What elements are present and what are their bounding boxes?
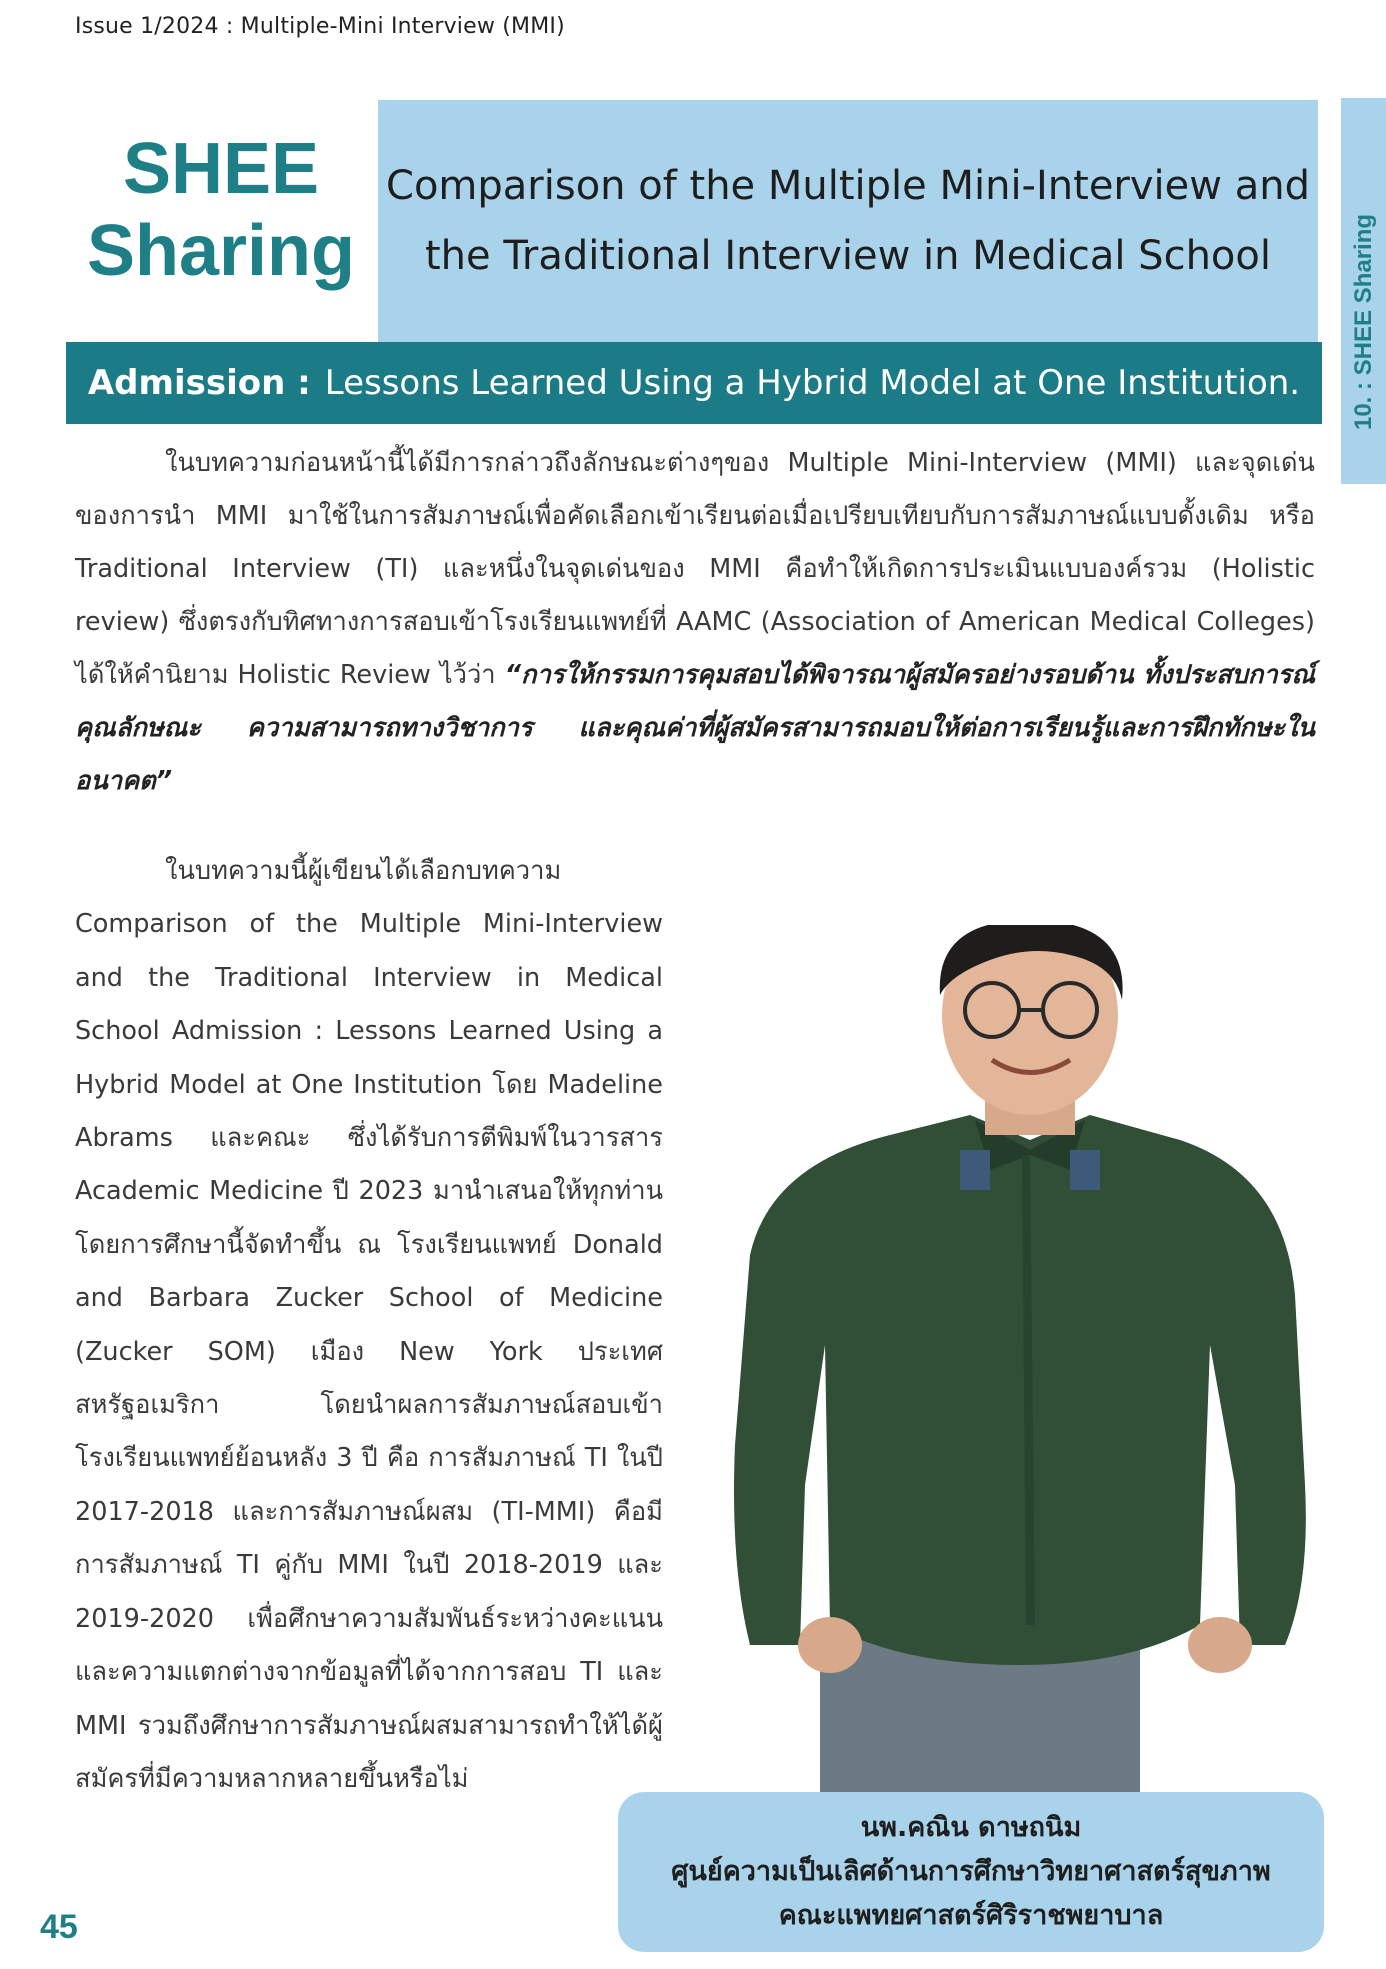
logo-line-sharing: Sharing [86, 211, 356, 291]
author-photo [730, 925, 1315, 1795]
author-caption [618, 1792, 1324, 1952]
subtitle-lead: Admission : [87, 363, 311, 403]
author-affiliation-faculty: คณะแพทยศาสตร์ศิริราชพยาบาล [778, 1900, 1164, 1931]
side-tab-label: 10. : SHEE Sharing [1349, 213, 1377, 430]
article-summary-paragraph: ในบทความนี้ผู้เขียนได้เลือกบทความ Comparison of the Multiple Mini-Interview and the Traditional Interview in Medical School Admission : Lessons Learned Using a Hybrid Model at One Institution โดย Madeline Abrams และคณะ ซึ่งได้รับการตีพิมพ์ในวารสาร Academic Medicine ปี 2023 มานำเสนอให้ทุกท่าน โดยการศึกษานี้จัดทำขึ้น ณ โรงเรียนแพทย์ Donald and Barbara Zucker School of Medicine (Zucker SOM) เมือง New York ประเทศสหรัฐอเมริกา โดยนำผลการสัมภาษณ์สอบเข้าโรงเรียนแพทย์ย้อนหลัง 3 ปี คือ การสัมภาษณ์ TI ในปี 2017-2018 และการสัมภาษณ์ผสม (TI-MMI) คือมีการสัมภาษณ์ TI คู่กับ MMI ในปี 2018-2019 และ 2019-2020 เพื่อศึกษาความสัมพันธ์ระหว่างคะแนนและความแตกต่างจากข้อมูลที่ได้จากการสอบ TI และ MMI รวมถึงศึกษาการสัมภาษณ์ผสมสามารถทำให้ได้ผู้สมัครที่มีความหลากหลายขึ้นหรือไม่ [75, 856, 663, 1794]
logo-line-shee: SHEE [122, 129, 320, 209]
section-side-tab [1341, 98, 1386, 484]
article-title-box [378, 100, 1318, 342]
page-number: 45 [40, 1908, 78, 1946]
author-affiliation-center: ศูนย์ความเป็นเลิศด้านการศึกษาวิทยาศาสตร์สุขภาพ [671, 1856, 1271, 1887]
shee-sharing-logo [76, 128, 366, 292]
author-figure-illustration [734, 925, 1306, 1795]
subtitle-rest: Lessons Learned Using a Hybrid Model at One Institution. [324, 363, 1301, 403]
article-title-line-2: the Traditional Interview in Medical School [425, 233, 1271, 279]
holistic-review-quote: “การให้กรรมการคุมสอบได้พิจารณาผู้สมัครอย่างรอบด้าน ทั้งประสบการณ์ คุณลักษณะ ความสามารถทางวิชาการ และคุณค่าที่ผู้สมัครสามารถมอบให้ต่อการเรียนรู้และการฝึกทักษะในอนาคต” [75, 660, 1315, 796]
subtitle-bar [66, 342, 1322, 424]
intro-paragraph [75, 437, 1315, 808]
author-name: นพ.คณิน ดาษถนิม [860, 1812, 1082, 1843]
issue-header: Issue 1/2024 : Multiple-Mini Interview (MMI) [75, 14, 565, 39]
intro-paragraph-text: ในบทความก่อนหน้านี้ได้มีการกล่าวถึงลักษณะต่างๆของ Multiple Mini-Interview (MMI) และจุดเด่นของการนำ MMI มาใช้ในการสัมภาษณ์เพื่อคัดเลือกเข้าเรียนต่อเมื่อเปรียบเทียบกับการสัมภาษณ์แบบดั้งเดิม หรือ Traditional Interview (TI) และหนึ่งในจุดเด่นของ MMI คือทำให้เกิดการประเมินแบบองค์รวม (Holistic review) ซึ่งตรงกับทิศทางการสอบเข้าโรงเรียนแพทย์ที่ AAMC (Association of American Medical Colleges) ได้ให้คำนิยาม Holistic Review ไว้ว่า [75, 448, 1315, 690]
article-title-line-1: Comparison of the Multiple Mini-Interview and [386, 163, 1310, 209]
